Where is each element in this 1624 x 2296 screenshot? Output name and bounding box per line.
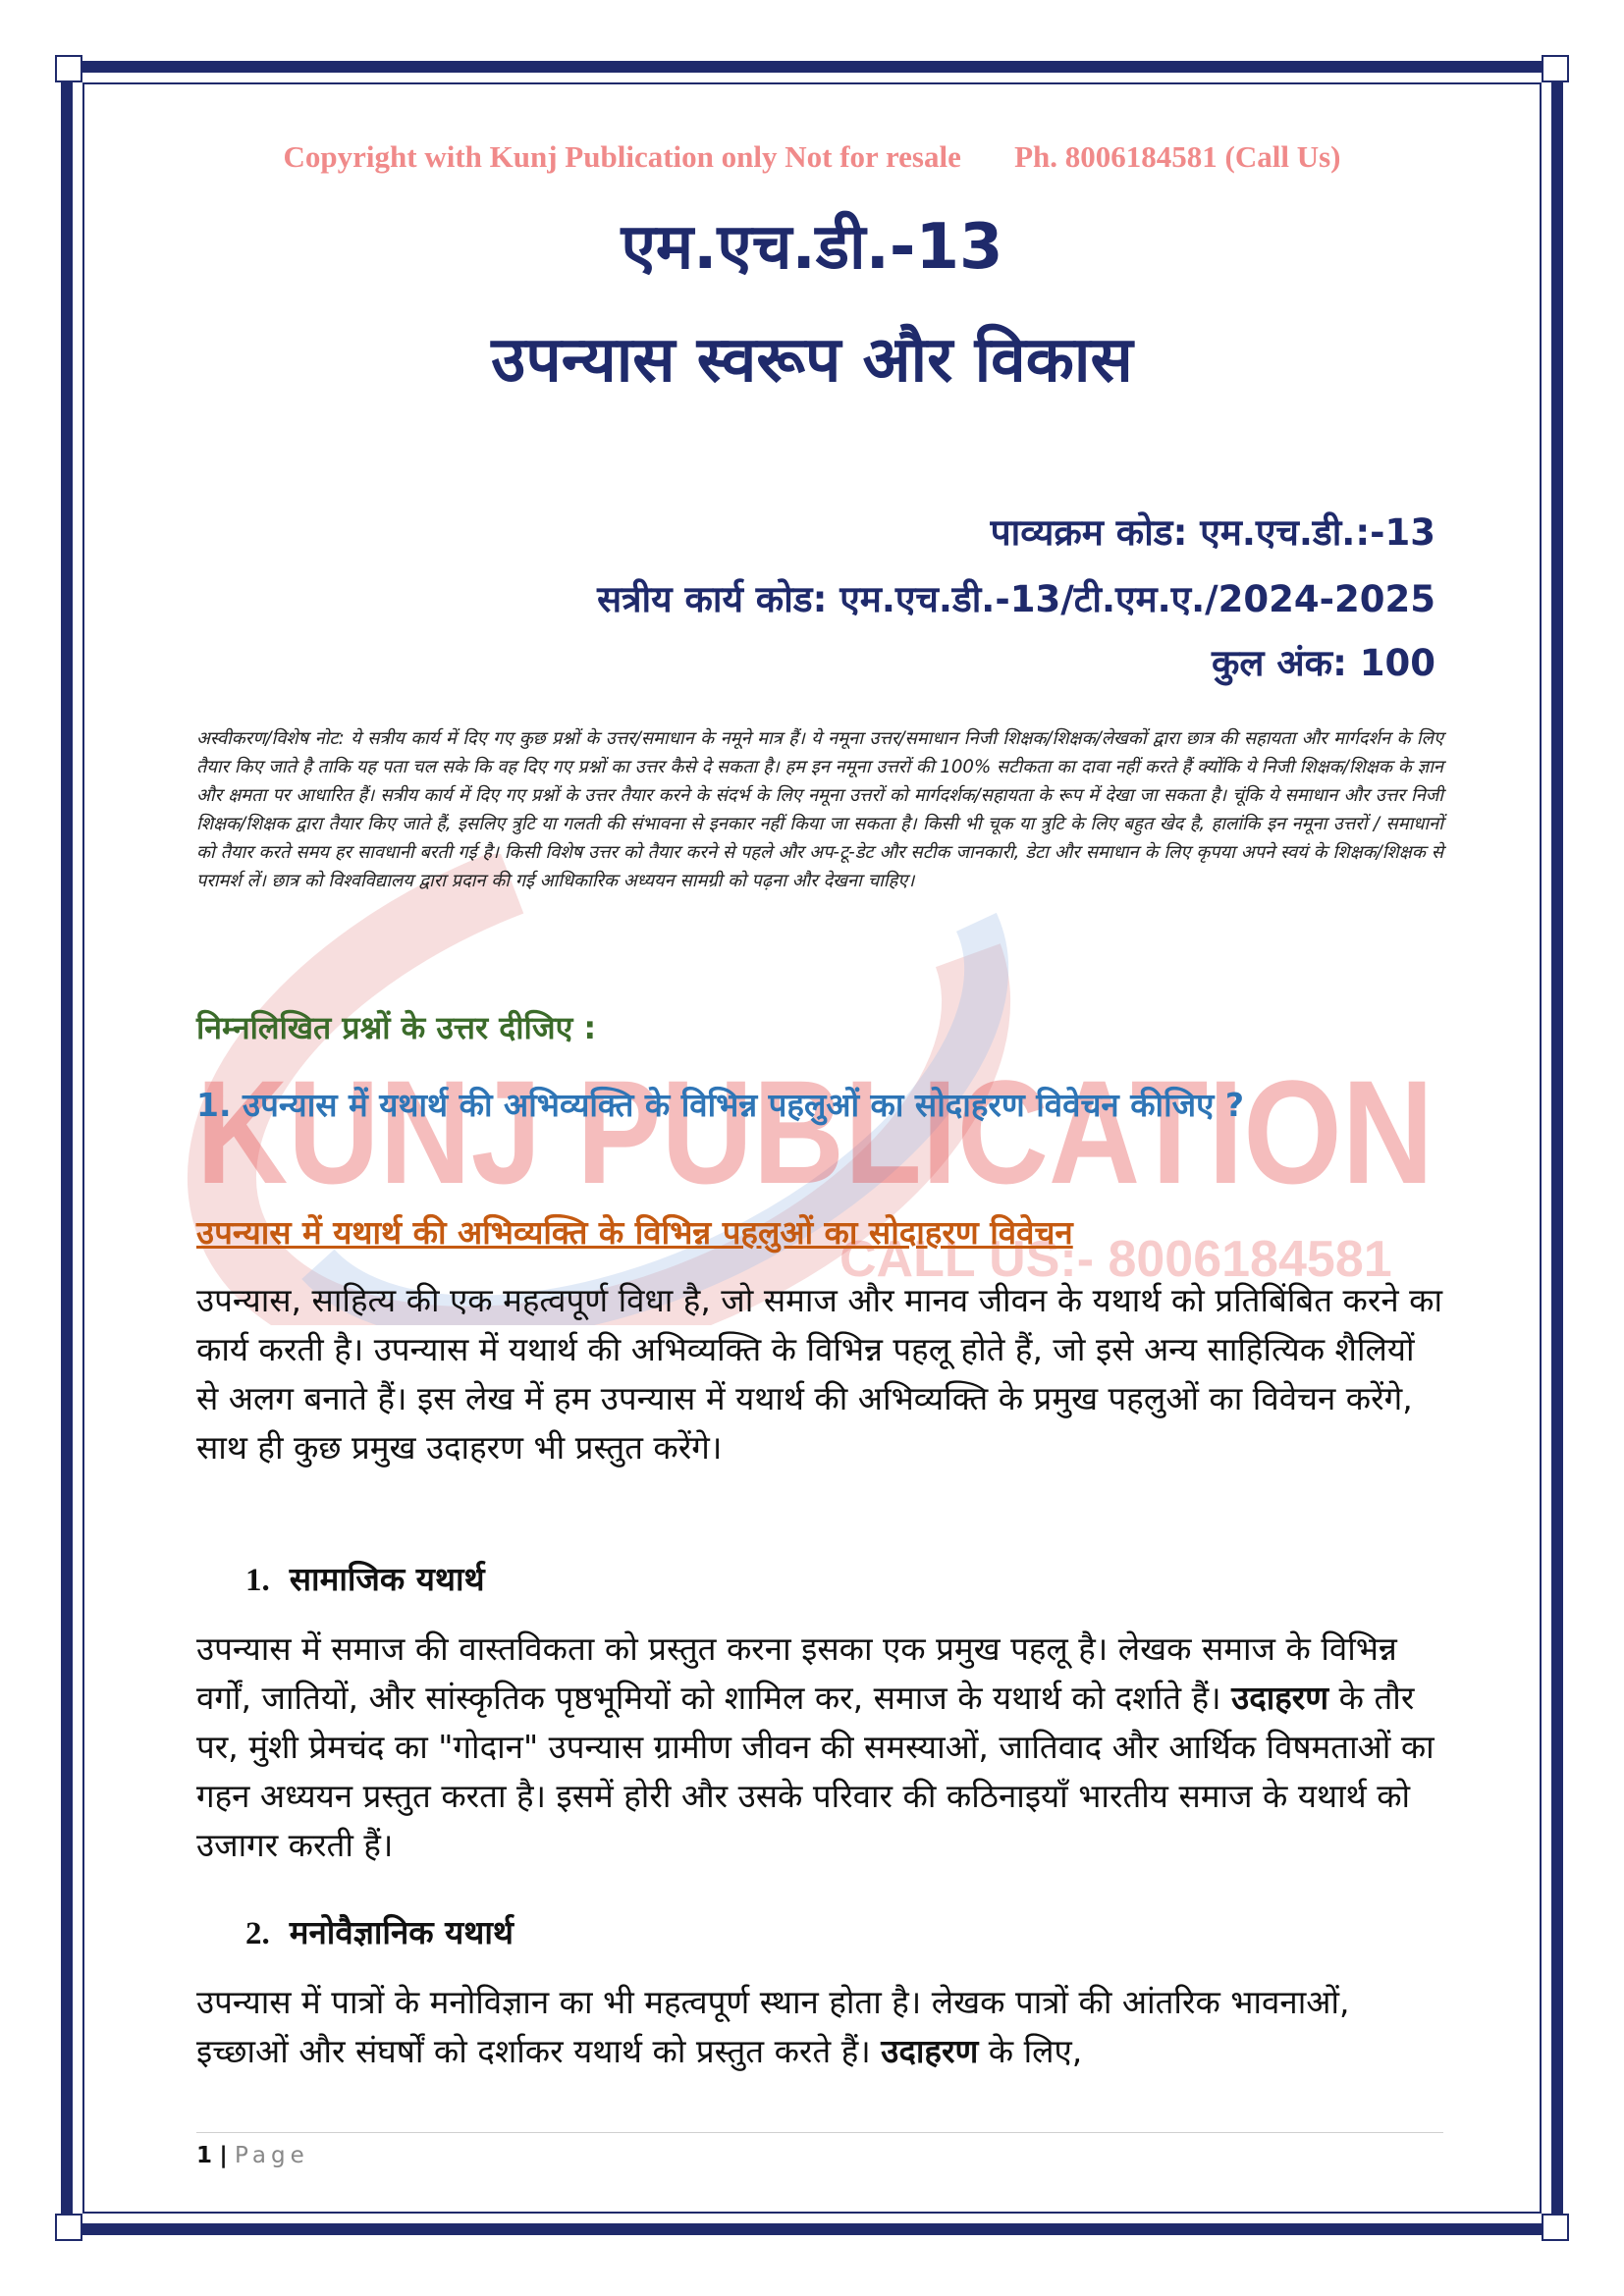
paragraph-text: उपन्यास में समाज की वास्तविकता को प्रस्तुत करना इसका एक प्रमुख पहलू है। लेखक समाज के विभिन्न वर्गों, जातियों, और सांस्कृतिक पृष्ठभूमियों को शामिल कर, समाज के यथार्थ को दर्शाते हैं।: [196, 1629, 1397, 1717]
footer-divider: [196, 2132, 1443, 2133]
paragraph-bold-term: उदाहरण: [1231, 1679, 1329, 1717]
footer-separator: |: [219, 2143, 228, 2168]
border-corner-bottom-right: [1542, 2214, 1569, 2241]
page-border-inner: [82, 82, 1542, 2214]
watermark-call-text: CALL US:- 8006184581: [839, 1231, 1392, 1288]
paragraph-text: के लिए,: [978, 2032, 1083, 2070]
total-marks: कुल अंक: 100: [1212, 642, 1435, 684]
page-label: Page: [235, 2143, 309, 2168]
page-footer: [196, 2143, 309, 2168]
section-paragraph-psychological-realism: [196, 1978, 1443, 2076]
copyright-header: Copyright with Kunj Publication only Not for resale Ph. 8006184581 (Call Us): [283, 139, 1341, 174]
page-number: 1: [196, 2143, 213, 2168]
assignment-code: सत्रीय कार्य कोड: एम.एच.डी.-13/टी.एम.ए./2024-2025: [597, 578, 1435, 620]
course-title-name: उपन्यास स्वरूप और विकास: [491, 324, 1133, 397]
question-1: 1. उपन्यास में यथार्थ की अभिव्यक्ति के विभिन्न पहलुओं का सोदाहरण विवेचन कीजिए ?: [196, 1086, 1245, 1124]
border-corner-bottom-left: [55, 2214, 82, 2241]
section-number: 2.: [245, 1916, 270, 1951]
course-code: पाव्यक्रम कोड: एम.एच.डी.:-13: [990, 511, 1435, 554]
paragraph-bold-term: उदाहरण: [881, 2032, 979, 2070]
section-title: सामाजिक यथार्थ: [289, 1560, 485, 1598]
answer-heading: उपन्यास में यथार्थ की अभिव्यक्ति के विभिन्न पहलुओं का सोदाहरण विवेचन: [196, 1213, 1073, 1252]
section-title: मनोवैज्ञानिक यथार्थ: [289, 1913, 514, 1951]
intro-paragraph: उपन्यास, साहित्य की एक महत्वपूर्ण विधा है, जो समाज और मानव जीवन के यथार्थ को प्रतिबिंबित करने का कार्य करती है। उपन्यास में यथार्थ की अभिव्यक्ति के विभिन्न पहलू होते हैं, जो इसे अन्य साहित्यिक शैलियों से अलग बनाते हैं। इस लेख में हम उपन्यास में यथार्थ की अभिव्यक्ति के प्रमुख पहलुओं का विवेचन करेंगे, साथ ही कुछ प्रमुख उदाहरण भी प्रस्तुत करेंगे।: [196, 1281, 1443, 1467]
section-heading-social-realism: [245, 1556, 485, 1600]
border-corner-top-left: [55, 55, 82, 82]
section-number: 1.: [245, 1563, 270, 1598]
paragraph-text: के तौर पर, मुंशी प्रेमचंद का "गोदान" उपन्यास ग्रामीण जीवन की समस्याओं, जातिवाद और आर्थिक विषमताओं का गहन अध्ययन प्रस्तुत करता है। इसमें होरी और उसके परिवार की कठिनाइयाँ भारतीय समाज के यथार्थ को उजागर करती हैं।: [196, 1679, 1435, 1864]
section-heading-psychological-realism: [245, 1909, 514, 1953]
instruction-heading: निम्नलिखित प्रश्नों के उत्तर दीजिए :: [196, 1009, 597, 1046]
border-corner-top-right: [1542, 55, 1569, 82]
paragraph-text: उपन्यास में पात्रों के मनोविज्ञान का भी महत्वपूर्ण स्थान होता है। लेखक पात्रों की आंतरिक भावनाओं, इच्छाओं और संघर्षों को दर्शाकर यथार्थ को प्रस्तुत करते हैं।: [196, 1983, 1350, 2070]
watermark-brand-text: KUNJ PUBLICATION: [196, 1049, 1434, 1214]
section-paragraph-social-realism: [196, 1625, 1443, 1870]
course-title-code: एम.एच.डी.-13: [621, 211, 1003, 284]
disclaimer-note: अस्वीकरण/विशेष नोट: ये सत्रीय कार्य में दिए गए कुछ प्रश्नों के उत्तर/समाधान के नमूने मात्र हैं। ये नमूना उत्तर/समाधान निजी शिक्षक/शिक्षक/लेखकों द्वारा छात्र की सहायता और मार्गदर्शन के लिए तैयार किए जाते है ताकि यह पता चल सके कि वह दिए गए प्रश्नों का उत्तर कैसे दे सकता है। हम इन नमूना उत्तरों की 100% सटीकता का दावा नहीं करते हैं क्योंकि ये निजी शिक्षक/शिक्षक के ज्ञान और क्षमता पर आधारित हैं। सत्रीय कार्य में दिए गए प्रश्नों के उत्तर तैयार करने के संदर्भ के लिए नमूना उत्तरों को मार्गदर्शक/सहायता के रूप में देखा जा सकता है। चूंकि ये समाधान और उत्तर निजी शिक्षक/शिक्षक द्वारा तैयार किए जाते हैं, इसलिए त्रुटि या गलती की संभावना से इनकार नहीं किया जा सकता है। किसी भी चूक या त्रुटि के लिए बहुत खेद है, हालांकि इन नमूना उत्तरों / समाधानों को तैयार करते समय हर सावधानी बरती गई है। किसी विशेष उत्तर को तैयार करने से पहले और अप-टू-डेट और सटीक जानकारी, डेटा और समाधान के लिए कृपया अपने स्वयं के शिक्षक/शिक्षक से परामर्श लें। छात्र को विश्वविद्यालय द्वारा प्रदान की गई आधिकारिक अध्ययन सामग्री को पढ़ना और देखना चाहिए।: [196, 728, 1443, 891]
